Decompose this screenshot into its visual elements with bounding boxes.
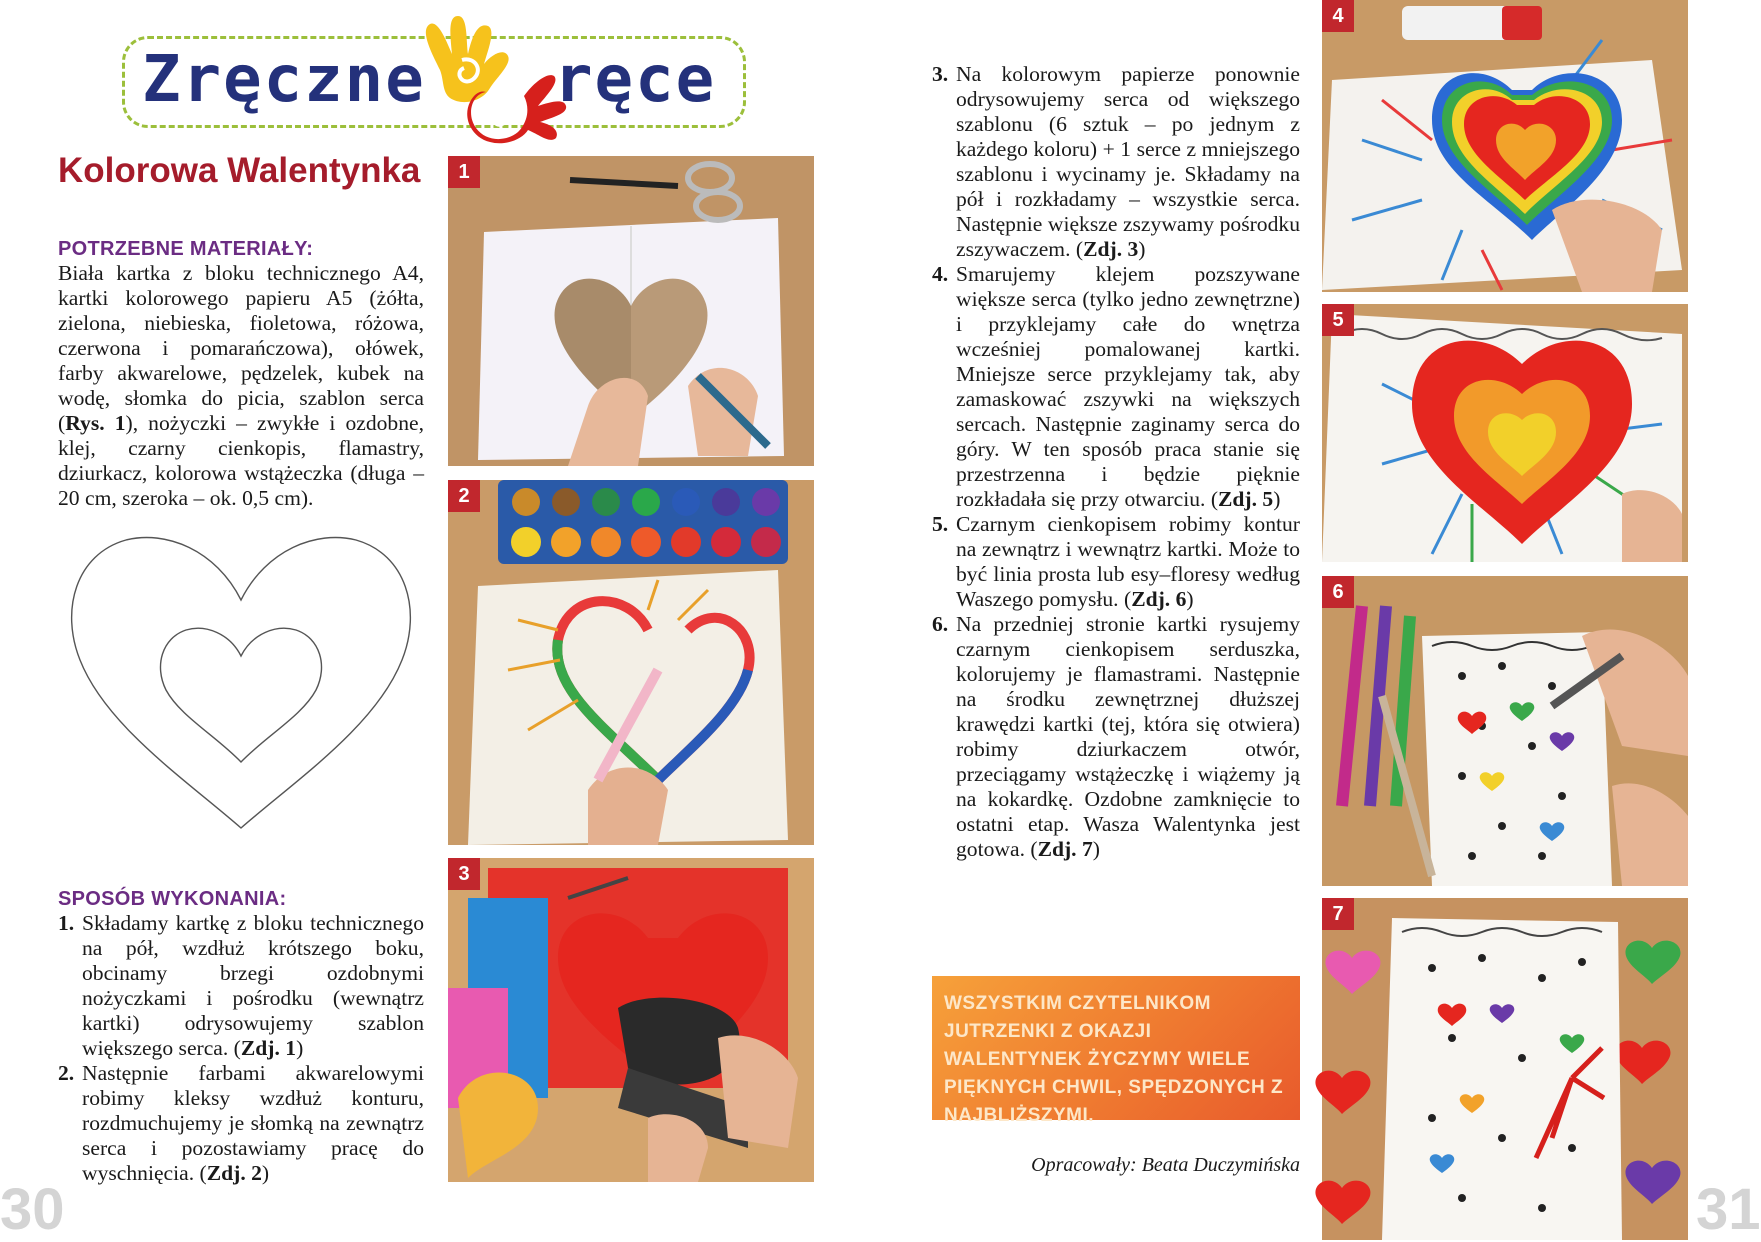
photo-badge: 2	[448, 480, 480, 512]
wishes-text: WSZYSTKIM CZYTELNIKOM JUTRZENKI Z OKAZJI WALENTYNEK ŻYCZYMY WIELE PIĘKNYCH CHWIL, SPĘDZONYCH Z NAJBLIŻSZYMI.	[944, 993, 1284, 1126]
photo-1-scissors-template	[448, 156, 814, 466]
materials-text: Biała kartka z bloku technicznego A4, kartki kolorowego papieru A5 (żółta, zielona, niebieska, fioletowa, różowa, czerwona i pomarańczowa), ołówek, farby akwarelowe, pędzelek, kubek na wodę, słomka do picia, szablon serca (Rys. 1), nożyczki – zwykłe i ozdobne, klej, czarny cienkopis, flamastry, dziurkacz, kolorowa wstążeczka (długa – 20 cm, szeroka – ok. 0,5 cm).	[58, 261, 424, 510]
step-item: 3. Na kolorowym papierze ponownie odrysowujemy serca od większego szablonu (6 sztuk – po jednym z każdego koloru) + 1 serce z mniejszego szablonu i wycinamy je. Składamy na pół i rozkładamy – wszystkie serca. Następnie większe zszywamy pośrodku zszywaczem. (Zdj. 3)	[932, 62, 1300, 261]
page-number-left: 30	[0, 1177, 65, 1242]
materials-heading: POTRZEBNE MATERIAŁY:	[58, 238, 314, 260]
method-heading: SPOSÓB WYKONANIA:	[58, 888, 287, 910]
photo-badge: 6	[1322, 576, 1354, 608]
article-title: Kolorowa Walentynka	[58, 151, 421, 190]
step-item: 5. Czarnym cienkopisem robimy kontur na zewnątrz i wewnątrz kartki. Może to być linia prosta lub esy–floresy według Waszego pomysłu. (Zdj. 6)	[932, 512, 1300, 611]
page-number-right: 31	[1696, 1177, 1761, 1242]
photo-3-stapling	[448, 858, 814, 1182]
method-section	[58, 888, 424, 1186]
method-section-continued	[932, 62, 1300, 862]
author-credit: Opracowały: Beata Duczymińska	[1031, 1154, 1300, 1176]
step-item: 2. Następnie farbami akwarelowymi robimy kleksy wzdłuż konturu, rozdmuchujemy je słomką na zewnątrz serca i pozostawiamy pracę do wyschnięcia. (Zdj. 2)	[58, 1061, 424, 1185]
hands-logo-icon	[400, 10, 580, 150]
photo-badge: 7	[1322, 898, 1354, 930]
photo-2-watercolor	[448, 480, 814, 845]
photo-badge: 4	[1322, 0, 1354, 32]
logo-word-first: Zręczne	[142, 43, 426, 117]
heart-template-drawing	[66, 530, 416, 840]
logo-word-second: ręce	[554, 43, 717, 117]
wishes-box	[932, 976, 1300, 1126]
step-item: 6. Na przedniej stronie kartki rysujemy czarnym cienkopisem serduszka, kolorujemy je flamastrami. Następnie na środku zewnętrznej dłuższej krawędzi kartki (tej, która się otwiera) robimy dziurkaczem otwór, przeciągamy wstążeczkę i wiążemy ją na kokardkę. Ozdobne zamknięcie to ostatni etap. Wasza Walentynka jest gotowa. (Zdj. 7)	[932, 612, 1300, 861]
step-item: 4. Smarujemy klejem pozszywane większe serca (tylko jedno zewnętrzne) i przyklejamy całe do wnętrza wcześniej pomalowanej kartki. Mniejsze serce przyklejamy tak, aby zamaskować zszywki na większych sercach. Następnie zaginamy serca do góry. W ten sposób praca stanie się przestrzenna i będzie pięknie rozkładała się przy otwarciu. (Zdj. 5)	[932, 262, 1300, 511]
materials-section	[58, 238, 424, 511]
photo-badge: 5	[1322, 304, 1354, 336]
photo-4-layered-hearts	[1322, 0, 1688, 292]
steps-list-left	[58, 911, 424, 1186]
photo-6-drawing-hearts	[1322, 576, 1688, 886]
step-item: 1. Składamy kartkę z bloku technicznego na pół, wzdłuż krótszego boku, obcinamy brzegi ozdobnymi nożyczkami i pośrodku (wewnątrz kartki) odrysowujemy szablon większego serca. (Zdj. 1)	[58, 911, 424, 1060]
steps-list-right	[932, 62, 1300, 862]
photo-5-finished-hearts	[1322, 304, 1688, 562]
photo-badge: 1	[448, 156, 480, 188]
photo-7-ribbon-card	[1322, 898, 1688, 1240]
photo-badge: 3	[448, 858, 480, 890]
